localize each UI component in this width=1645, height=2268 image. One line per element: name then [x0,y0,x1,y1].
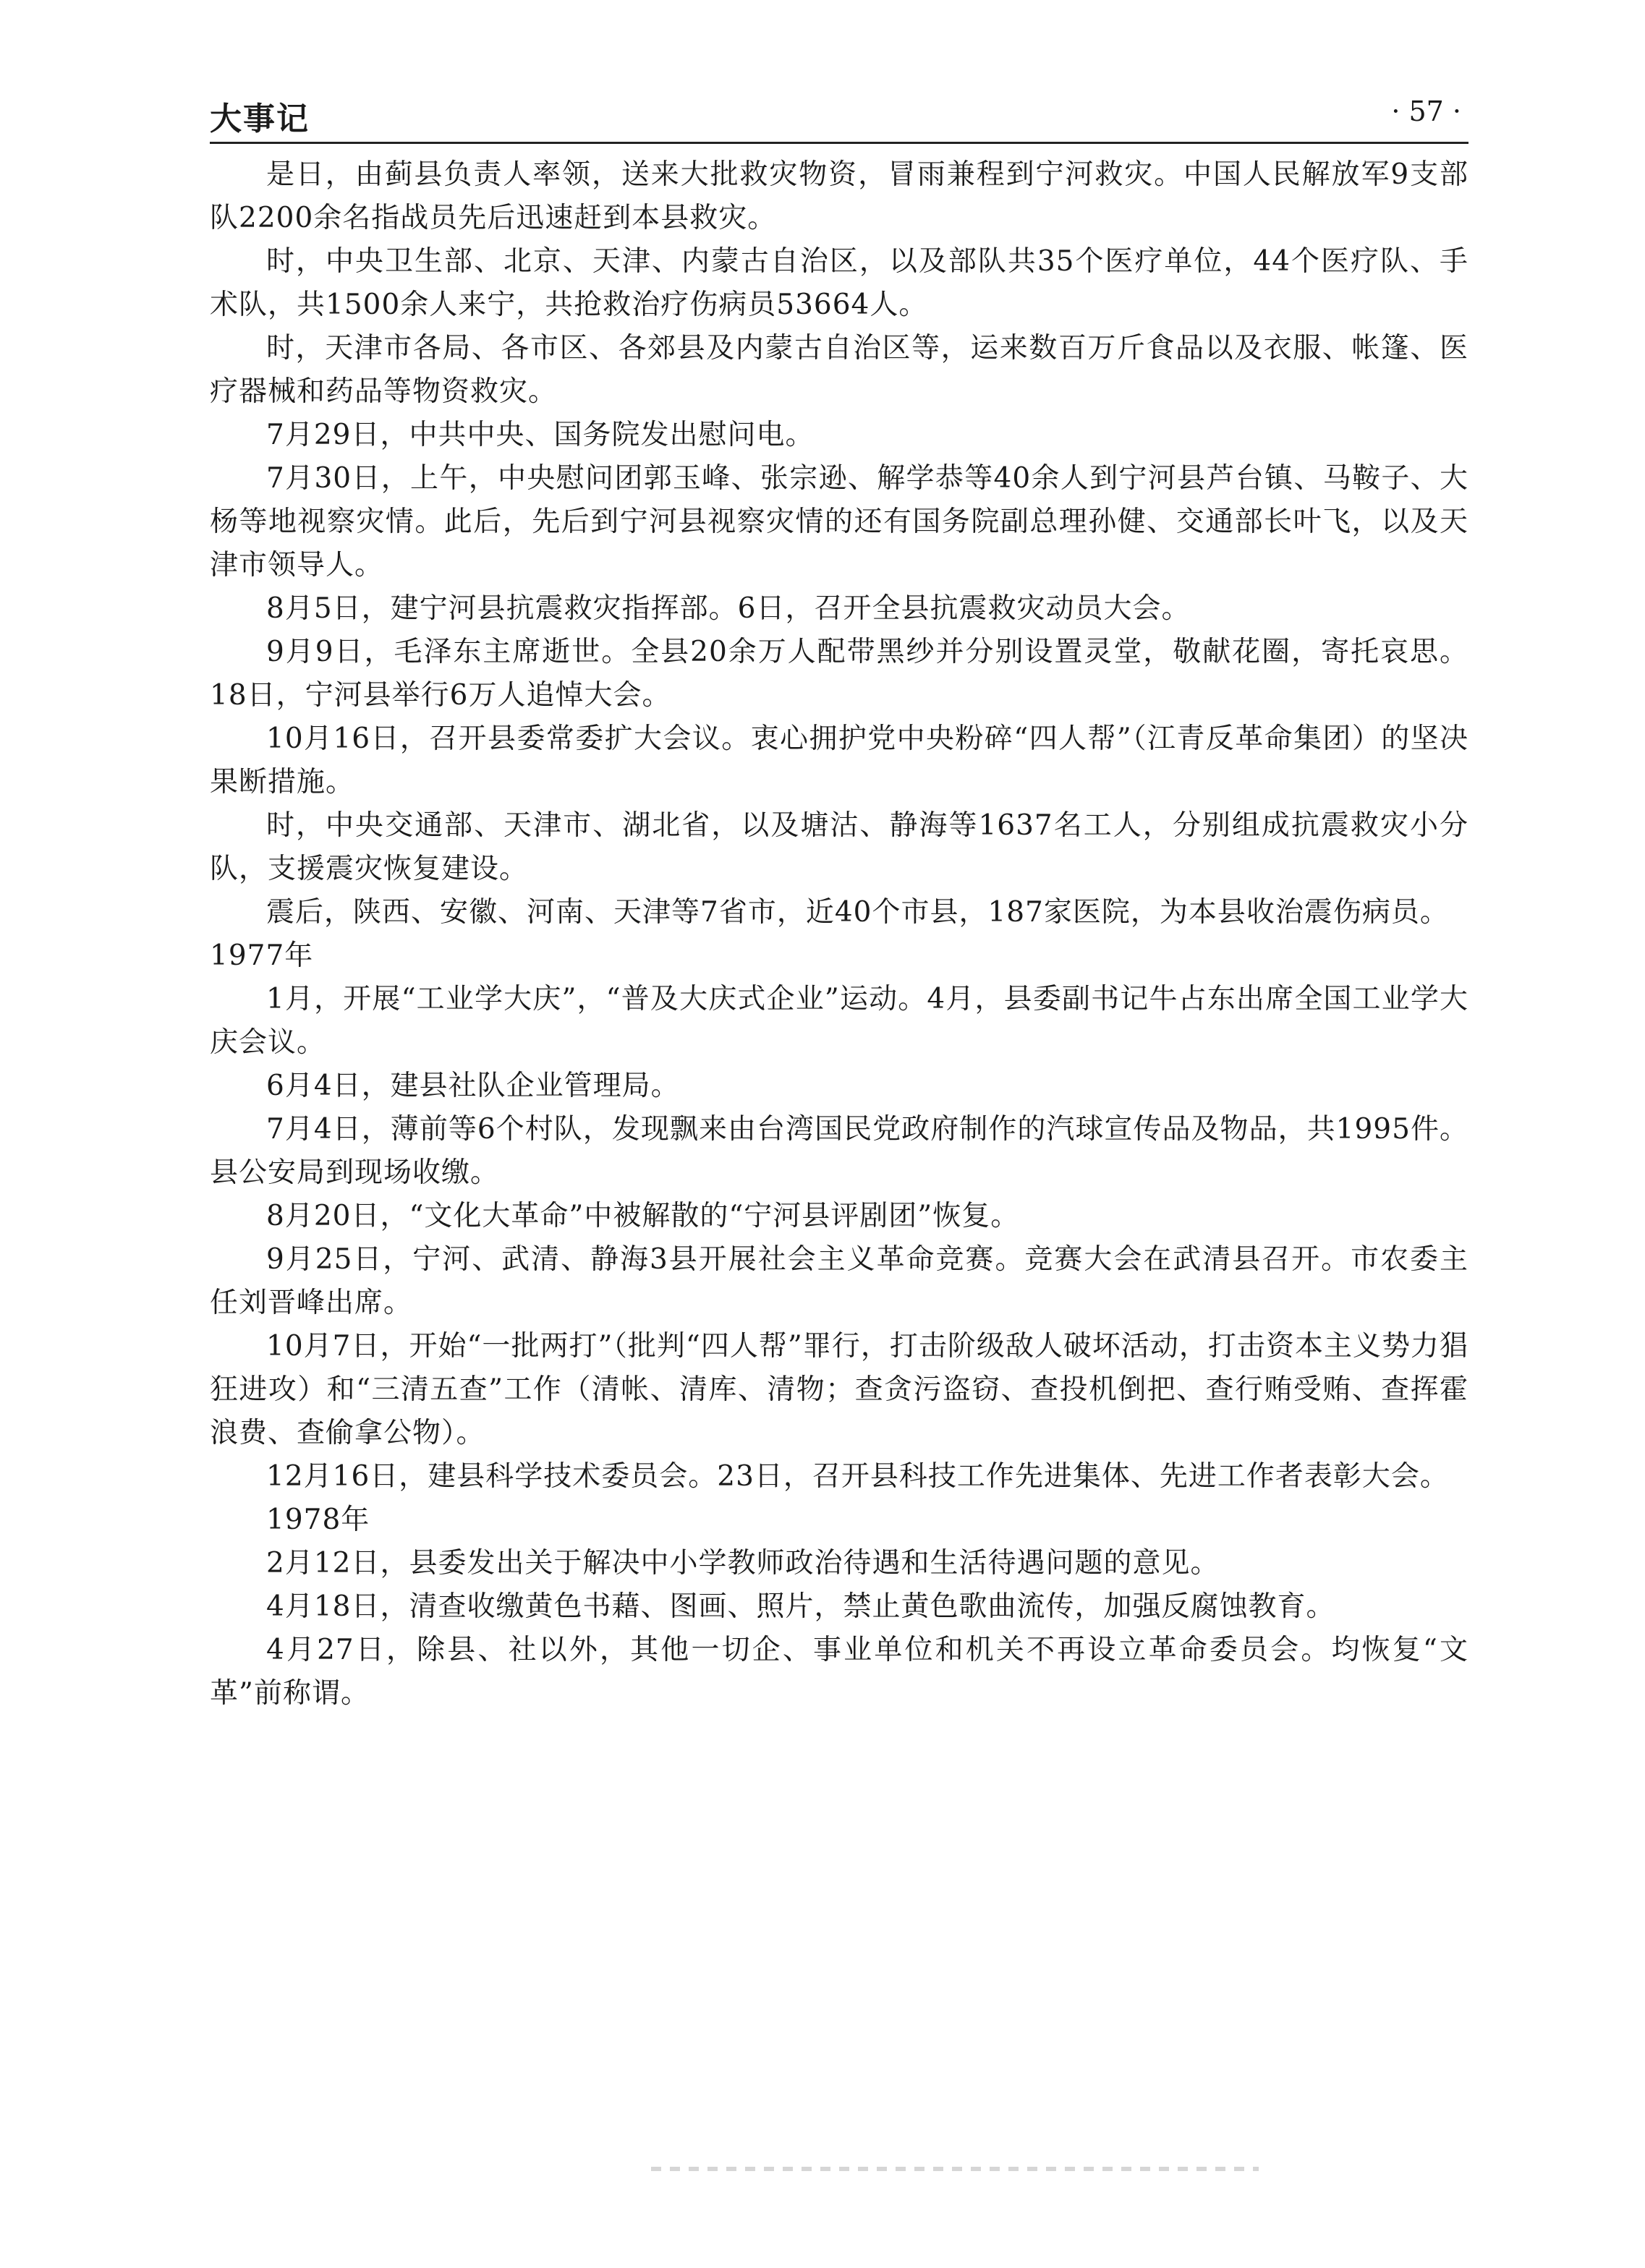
paragraph: 7月30日，上午，中央慰问团郭玉峰、张宗逊、解学恭等40余人到宁河县芦台镇、马鞍子、大杨等地视察灾情。此后，先后到宁河县视察灾情的还有国务院副总理孙健、交通部长叶飞，以及天津市领导人。 [210,462,1468,581]
paragraph: 2月12日，县委发出关于解决中小学教师政治待遇和生活待遇问题的意见。 [266,1547,1220,1580]
page-body [210,153,1468,1715]
paragraph: 6月4日，建县社队企业管理局。 [266,1070,680,1102]
scan-artifact [651,2167,1259,2171]
paragraph: 7月4日，薄前等6个村队，发现飘来由台湾国民党政府制作的汽球宣传品及物品，共1995件。县公安局到现场收缴。 [210,1113,1468,1189]
paragraph: 1月，开展“工业学大庆”，“普及大庆式企业”运动。4月，县委副书记牛占东出席全国工业学大庆会议。 [210,983,1468,1059]
paragraph: 10月7日，开始“一批两打”（批判“四人帮”罪行，打击阶级敌人破坏活动，打击资本主义势力猖狂进攻）和“三清五查”工作（清帐、清库、清物；查贪污盗窃、查投机倒把、查行贿受贿、查挥霍浪费、查偷拿公物）。 [210,1330,1468,1449]
paragraph: 是日，由蓟县负责人率领，送来大批救灾物资，冒雨兼程到宁河救灾。中国人民解放军9支部队2200余名指战员先后迅速赶到本县救灾。 [210,158,1468,234]
paragraph: 7月29日，中共中央、国务院发出慰问电。 [266,419,815,451]
paragraph: 4月27日，除县、社以外，其他一切企、事业单位和机关不再设立革命委员会。均恢复“文革”前称谓。 [210,1634,1468,1710]
year-heading-1978: 1978年 [266,1504,370,1536]
paragraph: 4月18日，清查收缴黄色书藉、图画、照片，禁止黄色歌曲流传，加强反腐蚀教育。 [266,1590,1335,1623]
paragraph: 时，中央卫生部、北京、天津、内蒙古自治区，以及部队共35个医疗单位，44个医疗队、手术队，共1500余人来宁，共抢救治疗伤病员53664人。 [210,245,1468,321]
page-header [210,85,1468,143]
paragraph: 10月16日，召开县委常委扩大会议。衷心拥护党中央粉碎“四人帮”（江青反革命集团）的坚决果断措施。 [210,722,1468,798]
paragraph: 时，天津市各局、各市区、各郊县及内蒙古自治区等，运来数百万斤食品以及衣服、帐篷、医疗器械和药品等物资救灾。 [210,332,1468,408]
paragraph: 8月20日，“文化大革命”中被解散的“宁河县评剧团”恢复。 [266,1200,1020,1232]
paragraph: 震后，陕西、安徽、河南、天津等7省市，近40个市县，187家医院，为本县收治震伤病员。 [266,896,1449,929]
header-divider [210,142,1468,144]
paragraph: 8月5日，建宁河县抗震救灾指挥部。6日，召开全县抗震救灾动员大会。 [266,592,1191,625]
paragraph: 9月25日，宁河、武清、静海3县开展社会主义革命竞赛。竞赛大会在武清县召开。市农委主任刘晋峰出席。 [210,1243,1468,1319]
paragraph: 12月16日，建县科学技术委员会。23日，召开县科技工作先进集体、先进工作者表彰大会。 [266,1460,1449,1493]
chapter-title: 大事记 [210,101,310,137]
page-number: · 57 · [1391,95,1461,127]
paragraph: 时，中央交通部、天津市、湖北省，以及塘沽、静海等1637名工人，分别组成抗震救灾小分队，支援震灾恢复建设。 [210,809,1468,885]
paragraph: 9月9日，毛泽东主席逝世。全县20余万人配带黑纱并分别设置灵堂，敬献花圈，寄托哀思。18日，宁河县举行6万人追悼大会。 [210,636,1468,712]
year-heading-1977: 1977年 [210,939,314,972]
